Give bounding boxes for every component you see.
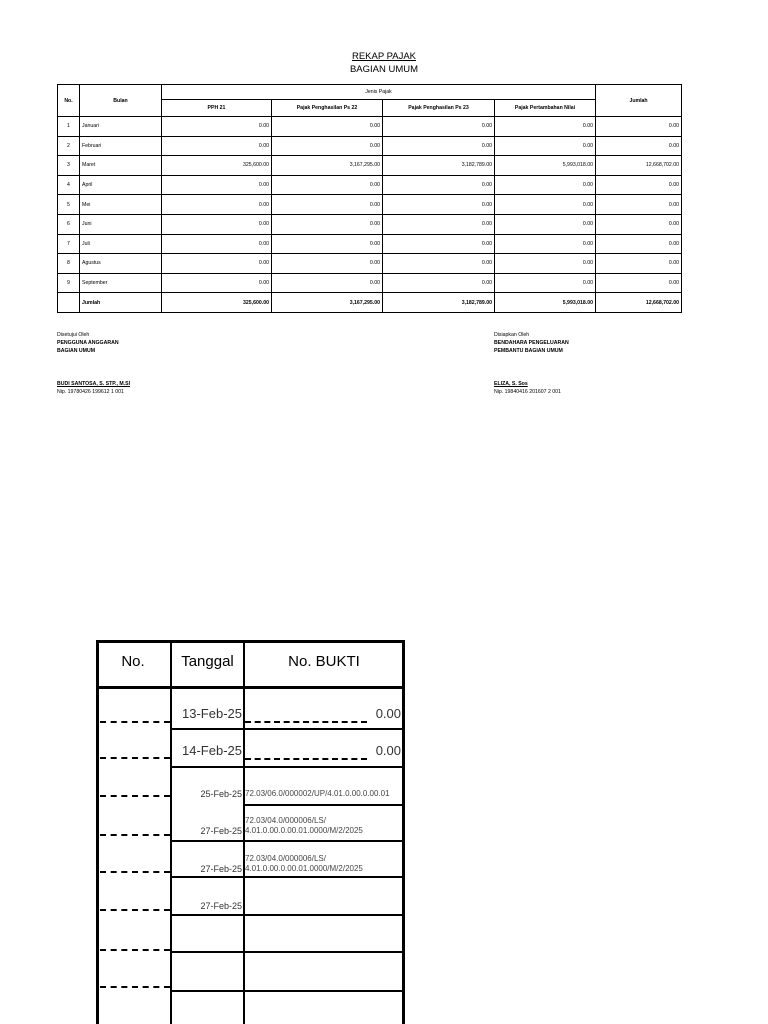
- cell-pph21: 0.00: [162, 136, 272, 156]
- cell-pph23: 3,182,789.00: [383, 156, 495, 176]
- signature-right-role2: PEMBANTU BAGIAN UMUM: [494, 348, 563, 354]
- cell-ppn: 0.00: [495, 117, 596, 137]
- signature-right-role1: BENDAHARA PENGELUARAN: [494, 340, 569, 346]
- excerpt-date: 27-Feb-25: [200, 901, 242, 911]
- header-pph21: PPH 21: [162, 100, 272, 117]
- header-jumlah: Jumlah: [596, 85, 682, 117]
- excerpt-dash: [245, 758, 367, 760]
- excerpt-date: 27-Feb-25: [200, 864, 242, 874]
- cell-ppn: 0.00: [495, 273, 596, 293]
- table-total-row: [58, 293, 682, 313]
- cell-pph22: 0.00: [272, 254, 383, 274]
- cell-bulan: Januari: [80, 117, 162, 137]
- cell-pph22: 0.00: [272, 214, 383, 234]
- total-pph21: 325,600.00: [162, 293, 272, 313]
- table-row: [58, 234, 682, 254]
- total-jumlah: 12,668,702.00: [596, 293, 682, 313]
- excerpt-row-line: [172, 876, 405, 878]
- table-row: [58, 195, 682, 215]
- cell-no: 1: [58, 117, 80, 137]
- cell-ppn: 0.00: [495, 234, 596, 254]
- excerpt-row-line: [172, 951, 405, 953]
- cell-ppn: 0.00: [495, 175, 596, 195]
- cell-no: 8: [58, 254, 80, 274]
- excerpt-date: 25-Feb-25: [200, 789, 242, 799]
- cell-jumlah: 0.00: [596, 273, 682, 293]
- excerpt-row-line: [172, 766, 405, 768]
- cell-ppn: 0.00: [495, 254, 596, 274]
- total-label: Jumlah: [80, 293, 162, 313]
- cell-pph23: 0.00: [383, 273, 495, 293]
- excerpt-bukti: 72.03/04.0/000006/LS/: [245, 854, 326, 863]
- cell-pph22: 0.00: [272, 136, 383, 156]
- cell-jumlah: 0.00: [596, 175, 682, 195]
- table-row: [58, 214, 682, 234]
- signature-right-nip: Nip. 19840416 201607 2 001: [494, 389, 561, 395]
- header-no: No.: [58, 85, 80, 117]
- cell-jumlah: 0.00: [596, 117, 682, 137]
- cell-pph21: 0.00: [162, 273, 272, 293]
- excerpt-bukti: 4.01.0.00.0.00.01.0000/M/2/2025: [245, 826, 363, 835]
- cell-bulan: Juli: [80, 234, 162, 254]
- excerpt-dash: [100, 949, 170, 951]
- cell-pph21: 0.00: [162, 234, 272, 254]
- cell-pph22: 0.00: [272, 175, 383, 195]
- excerpt-dash: [100, 909, 170, 911]
- cell-bulan: Juni: [80, 214, 162, 234]
- excerpt-date: 14-Feb-25: [182, 743, 242, 758]
- cell-pph23: 0.00: [383, 117, 495, 137]
- cell-pph22: 0.00: [272, 234, 383, 254]
- total-pph22: 3,167,295.00: [272, 293, 383, 313]
- cell-no: 7: [58, 234, 80, 254]
- cell-ppn: 0.00: [495, 136, 596, 156]
- cell-bulan: Februari: [80, 136, 162, 156]
- signature-left: [57, 331, 130, 396]
- excerpt-header-line: [96, 686, 405, 689]
- signature-left-role2: BAGIAN UMUM: [57, 348, 96, 354]
- excerpt-bukti: 0.00: [375, 706, 401, 721]
- excerpt-bukti: 72.03/06.0/000002/UP/4.01.0.00.0.00.01: [245, 789, 390, 798]
- report-subtitle: BAGIAN UMUM: [349, 64, 419, 75]
- cell-ppn: 0.00: [495, 195, 596, 215]
- signature-left-caption: Disetujui Oleh: [57, 332, 90, 338]
- excerpt-header-tanggal: Tanggal: [181, 653, 234, 670]
- excerpt-bukti: 0.00: [375, 743, 401, 758]
- header-bulan: Bulan: [80, 85, 162, 117]
- signature-right-name: ELIZA, S. Sos: [494, 381, 528, 387]
- cell-no: 4: [58, 175, 80, 195]
- cell-no: 2: [58, 136, 80, 156]
- excerpt-dash: [100, 795, 170, 797]
- cell-bulan: April: [80, 175, 162, 195]
- excerpt-header-no: No.: [121, 653, 145, 670]
- excerpt-row-line: [172, 728, 405, 730]
- cell-ppn: 5,993,018.00: [495, 156, 596, 176]
- cell-no: 3: [58, 156, 80, 176]
- cell-no: 5: [58, 195, 80, 215]
- signature-left-nip: Nip. 19780426 199612 1 001: [57, 389, 124, 395]
- cell-jumlah: 0.00: [596, 136, 682, 156]
- table-row: [58, 117, 682, 137]
- cell-pph23: 0.00: [383, 214, 495, 234]
- header-pph22: Pajak Penghasilan Ps 22: [272, 100, 383, 117]
- excerpt-dash: [245, 721, 367, 723]
- cell-no: 9: [58, 273, 80, 293]
- table-row: [58, 273, 682, 293]
- cell-jumlah: 0.00: [596, 195, 682, 215]
- cell-bulan: Maret: [80, 156, 162, 176]
- header-pph23: Pajak Penghasilan Ps 23: [383, 100, 495, 117]
- excerpt-row-line: [243, 804, 405, 806]
- zoomed-excerpt: [96, 640, 405, 1024]
- report-title: REKAP PAJAK: [351, 51, 417, 62]
- cell-pph22: 3,167,295.00: [272, 156, 383, 176]
- signature-left-name: BUDI SANTOSA, S. STP., M.SI: [57, 381, 131, 387]
- tax-recap-table: [57, 84, 682, 313]
- cell-pph21: 0.00: [162, 195, 272, 215]
- cell-pph21: 0.00: [162, 117, 272, 137]
- cell-no: 6: [58, 214, 80, 234]
- signature-left-role1: PENGGUNA ANGGARAN: [57, 340, 119, 346]
- excerpt-dash: [100, 721, 170, 723]
- excerpt-dash: [100, 834, 170, 836]
- table-row: [58, 175, 682, 195]
- cell-pph23: 0.00: [383, 254, 495, 274]
- cell-pph21: 325,600.00: [162, 156, 272, 176]
- cell-bulan: September: [80, 273, 162, 293]
- table-row: [58, 254, 682, 274]
- cell-pph23: 0.00: [383, 175, 495, 195]
- cell-bulan: Agustus: [80, 254, 162, 274]
- header-jenis-pajak: Jenis Pajak: [162, 85, 596, 100]
- cell-ppn: 0.00: [495, 214, 596, 234]
- cell-jumlah: 12,668,702.00: [596, 156, 682, 176]
- signature-right-caption: Disiapkan Oleh: [494, 332, 530, 338]
- excerpt-bukti: 72.03/04.0/000006/LS/: [245, 816, 326, 825]
- cell-pph22: 0.00: [272, 117, 383, 137]
- cell-pph21: 0.00: [162, 254, 272, 274]
- report-title-block: [0, 50, 768, 76]
- excerpt-header-bukti: No. BUKTI: [288, 653, 360, 670]
- cell-jumlah: 0.00: [596, 234, 682, 254]
- cell-bulan: Mei: [80, 195, 162, 215]
- total-pph23: 3,182,789.00: [383, 293, 495, 313]
- excerpt-row-line: [172, 990, 405, 992]
- table-row: [58, 136, 682, 156]
- excerpt-date: 13-Feb-25: [182, 706, 242, 721]
- cell-no: [58, 293, 80, 313]
- excerpt-dash: [100, 757, 170, 759]
- cell-pph23: 0.00: [383, 136, 495, 156]
- cell-pph21: 0.00: [162, 175, 272, 195]
- cell-pph23: 0.00: [383, 195, 495, 215]
- cell-jumlah: 0.00: [596, 214, 682, 234]
- cell-pph22: 0.00: [272, 273, 383, 293]
- header-ppn: Pajak Pertambahan Nilai: [495, 100, 596, 117]
- excerpt-bukti: 4.01.0.00.0.00.01.0000/M/2/2025: [245, 864, 363, 873]
- excerpt-row-line: [172, 840, 405, 842]
- total-ppn: 5,993,018.00: [495, 293, 596, 313]
- excerpt-dash: [100, 871, 170, 873]
- cell-jumlah: 0.00: [596, 254, 682, 274]
- excerpt-dash: [100, 986, 170, 988]
- cell-pph22: 0.00: [272, 195, 383, 215]
- excerpt-row-line: [172, 914, 405, 916]
- cell-pph23: 0.00: [383, 234, 495, 254]
- signature-right: [494, 331, 569, 396]
- table-row: [58, 156, 682, 176]
- excerpt-date: 27-Feb-25: [200, 826, 242, 836]
- cell-pph21: 0.00: [162, 214, 272, 234]
